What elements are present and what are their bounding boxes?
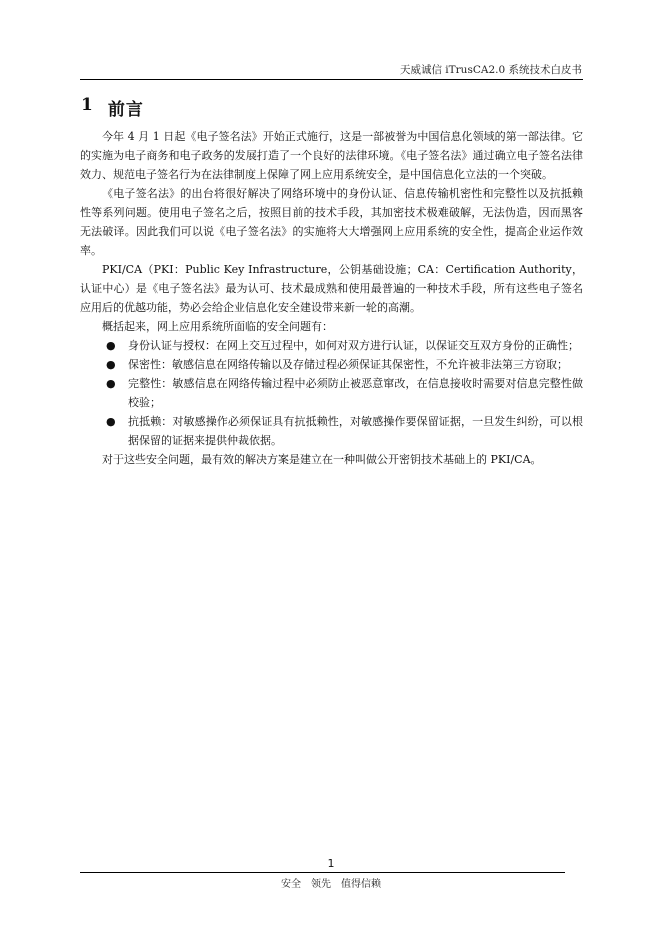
list-item: [80, 412, 583, 450]
list-item: [80, 336, 583, 355]
footer-divider: [80, 872, 565, 873]
running-header: 天威诚信 iTrusCA2.0 系统技术白皮书: [399, 64, 582, 76]
list-item: [80, 374, 583, 412]
list-item-text: 抗抵赖：对敏感操作必须保证具有抗抵赖性，对敏感操作要保留证据，一旦发生纠纷，可以根据保留的证据来提供仲裁依据。: [128, 415, 583, 447]
bullet-icon: ●: [106, 358, 116, 371]
paragraph: 《电子签名法》的出台将很好解决了网络环境中的身份认证、信息传输机密性和完整性以及抗抵赖性等系列问题。使用电子签名之后，按照目前的技术手段，其加密技术极难破解，无法伪造，因而黑客无法破译。因此我们可以说《电子签名法》的实施将大大增强网上应用系统的安全性，提高企业运作效率。: [80, 187, 583, 257]
body-text: [80, 127, 583, 469]
list-item: [80, 355, 583, 374]
security-issues-list: [80, 336, 583, 450]
bullet-icon: ●: [106, 339, 116, 352]
bullet-icon: ●: [106, 415, 116, 428]
closing-paragraph: 对于这些安全问题，最有效的解决方案是建立在一种叫做公开密钥技术基础上的 PKI/CA。: [102, 453, 542, 466]
list-item-text: 身份认证与授权：在网上交互过程中，如何对双方进行认证，以保证交互双方身份的正确性；: [128, 339, 579, 352]
section-heading: [81, 95, 144, 120]
paragraph: 今年 4 月 1 日起《电子签名法》开始正式施行，这是一部被誉为中国信息化领域的第一部法律。它的实施为电子商务和电子政务的发展打造了一个良好的法律环境。《电子签名法》通过确立电子签名法律效力、规范电子签名行为在法律制度上保障了网上应用系统安全，是中国信息化立法的一个突破。: [80, 130, 583, 181]
page-number: 1: [327, 857, 335, 870]
footer-slogan: 安全 领先 值得信赖: [281, 879, 381, 890]
paragraph: 概括起来，网上应用系统所面临的安全问题有：: [102, 320, 333, 333]
header-divider: [80, 79, 583, 80]
paragraph: PKI/CA（PKI：Public Key Infrastructure，公钥基础设施；CA：Certification Authority，认证中心）是《电子签名法》最为认可、技术最成熟和使用最普遍的一种技术手段，所有这些电子签名应用后的优越功能，势必会给企业信息化安全建设带来新一轮的高潮。: [80, 263, 583, 314]
section-number: 1: [81, 95, 94, 115]
section-title: 前言: [107, 100, 144, 120]
list-item-text: 保密性：敏感信息在网络传输以及存储过程必须保证其保密性，不允许被非法第三方窃取；: [128, 358, 568, 371]
list-item-text: 完整性：敏感信息在网络传输过程中必须防止被恶意窜改，在信息接收时需要对信息完整性做校验；: [128, 377, 583, 409]
bullet-icon: ●: [106, 377, 116, 390]
